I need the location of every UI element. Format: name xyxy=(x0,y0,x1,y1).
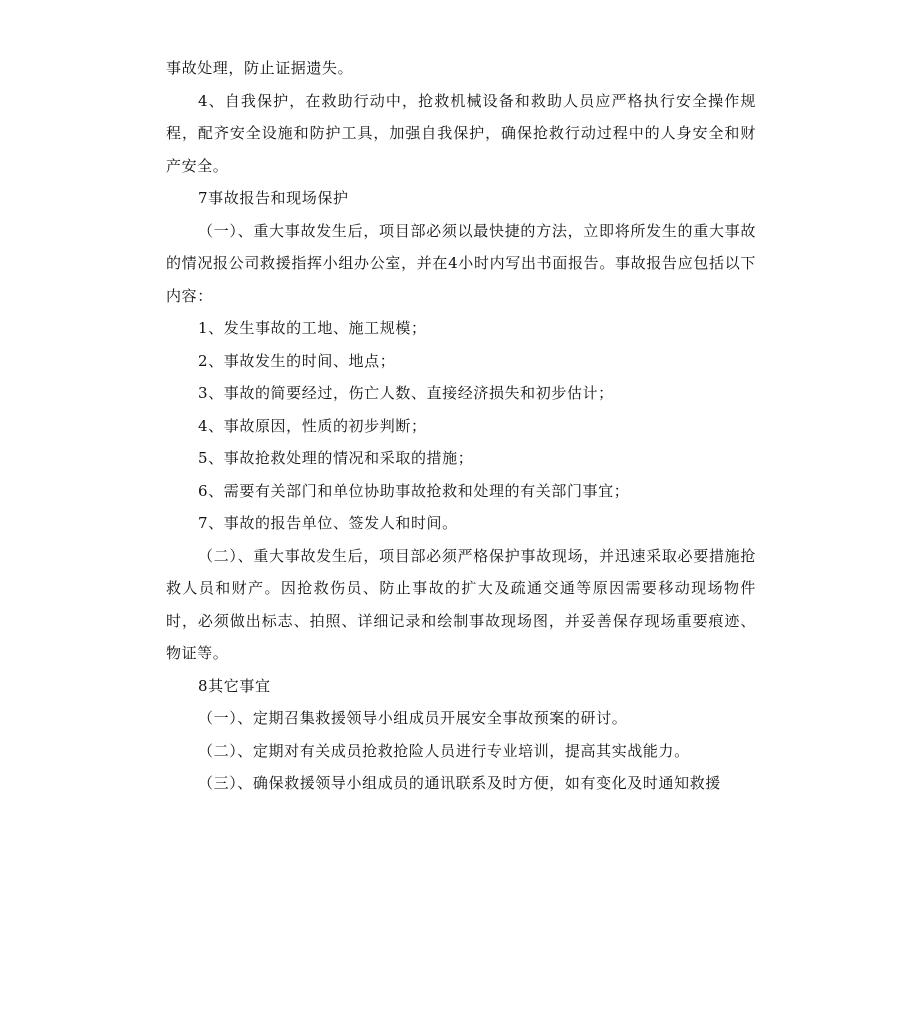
section-heading: 8其它事宜 xyxy=(198,676,271,695)
paragraph: 事故处理，防止证据遗失。 xyxy=(166,59,354,77)
list-item: 2、事故发生的时间、地点； xyxy=(198,351,396,370)
list-item: （一）、定期召集救援领导小组成员开展安全事故预案的研讨。 xyxy=(198,709,628,727)
list-item: 3、事故的简要经过，伤亡人数、直接经济损失和初步估计； xyxy=(198,384,614,402)
list-item: 1、发生事故的工地、施工规模； xyxy=(198,319,427,337)
list-item: （三）、确保救援领导小组成员的通讯联系及时方便，如有变化及时通知救援 xyxy=(198,774,721,792)
list-item: （二）、定期对有关成员抢救抢险人员进行专业培训，提高其实战能力。 xyxy=(198,741,690,760)
list-item: 7、事故的报告单位、签发人和时间。 xyxy=(198,514,458,532)
list-item: 6、需要有关部门和单位协助事故抢救和处理的有关部门事宜； xyxy=(198,481,630,500)
list-item: 5、事故抢救处理的情况和采取的措施； xyxy=(198,449,474,467)
paragraph: （二）、重大事故发生后，项目部必须严格保护事故现场，并迅速采取必要措施抢救人员和财产。因抢救伤员、防止事故的扩大及疏通交通等原因需要移动现场物件时，必须做出标志、拍照、详细记录和绘制事故现场图，并妥善保存现场重要痕迹、物证等。 xyxy=(166,546,756,662)
document-body xyxy=(166,52,756,800)
list-item: 4、事故原因，性质的初步判断； xyxy=(198,416,427,435)
section-heading: 7事故报告和现场保护 xyxy=(198,189,349,207)
paragraph: 4、自我保护，在救助行动中，抢救机械设备和救助人员应严格执行安全操作规程，配齐安全设施和防护工具，加强自我保护，确保抢救行动过程中的人身安全和财产安全。 xyxy=(166,91,756,175)
paragraph: （一）、重大事故发生后，项目部必须以最快捷的方法，立即将所发生的重大事故的情况报公司救援指挥小组办公室，并在4小时内写出书面报告。事故报告应包括以下内容： xyxy=(166,221,756,305)
